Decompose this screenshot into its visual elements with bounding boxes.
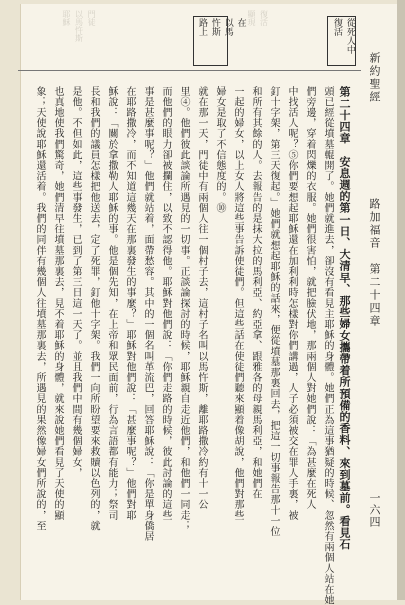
- caption-line: 以馬: [222, 18, 233, 36]
- text-line-6: 和所有其餘的人。去報告的是抹大拉的馬利亞、約亞拿、跟雅各的母親馬利亞，和她們在: [250, 86, 261, 500]
- text-line-13: 在耶路撒冷，而不知道這幾天在那裏發生的事麼？」耶穌對他們說：「甚麼事呢？」他們對耶: [124, 86, 135, 521]
- ghost-line: 復活: [259, 10, 269, 26]
- text-line-16: 是他。不但如此，這些事發生，已到了第三日這一天了。並且我們中間有幾個婦女，: [70, 86, 81, 479]
- caption-frame: [193, 16, 228, 66]
- text-line-7: 一起的婦女，以上女人將這些事告訴使徒們。但這些話在使徒們聽來顯着像胡說，他們對那些: [232, 86, 243, 521]
- running-head-chapter: 路加福音 第二十四章: [368, 198, 381, 328]
- ghost-line: 以馬忤斯: [74, 10, 84, 42]
- text-line-8: 婦女是取了不信態度的。⑩: [214, 86, 225, 214]
- caption-line: 路上: [197, 18, 207, 36]
- scripture-body: [24, 86, 351, 605]
- page-edge: [397, 0, 405, 600]
- text-line-17: 也真地使我們驚奇，她們清早往墳墓那裏去，見不着耶穌的身體，就來說她們看見了天使的顯: [52, 86, 63, 521]
- text-line-2: 頭已經從墳墓輥開了。她們就進去，卻沒有看見主耶穌的身體。她們正為這事猶疑的時候、忽然有兩個人站在她: [322, 86, 333, 605]
- ghost-line: 門徒: [87, 10, 97, 26]
- caption-frame: [327, 16, 356, 66]
- text-line-10: 里④。他們彼此談論所遇見的一切事。正談論探討的時候，耶穌親自走近他們，和他們一同走；: [178, 86, 189, 532]
- page-number: 一六四: [368, 492, 381, 528]
- text-line-3: 們旁邊，穿着閃爍的衣服。她們很害怕，就把臉伏地，那兩個人對她們說：「為甚麼在死人: [304, 86, 315, 510]
- text-line-18: 象；天使說耶穌還活着。我們的同伴有幾個人往墳墓那裏去，所遇見的果然像婦女們所說的，至: [34, 86, 45, 532]
- ghost-line: 耶穌: [62, 10, 71, 26]
- text-line-1: 第二十四章 安息週的第一日、大清早、那些婦女攜帶着所預備的香料、來到墓前。看見石: [338, 86, 351, 550]
- text-line-15: 長和我們的議員怎樣把他送去，定了死罪，釘他十字架。我們一向所盼望要來救贖以色列的，就: [88, 86, 99, 532]
- bleed-through-text: [245, 10, 268, 26]
- caption-line: 從死人中: [344, 18, 355, 54]
- text-line-9: 就在那一天，門徒中有兩個人往一個村子去，這村子名叫以馬忤斯，離耶路撒冷約有十一公: [196, 86, 207, 510]
- caption-line: 在: [235, 18, 246, 27]
- caption-line: 復活: [332, 18, 342, 36]
- text-line-5: 釘十字架，第三天復起。」她們就想起耶穌的話來，便從墳墓那裏回去，把這一切事報告那十一位: [268, 86, 279, 537]
- caption-line: 忤斯: [209, 18, 220, 36]
- header-rule: [18, 70, 361, 71]
- text-line-14: 穌說：「關於拿撒勒人耶穌的事。他是個先知，在上帝和眾民面前，行為言語都有能力；祭司: [106, 86, 117, 521]
- text-line-4: 中找活人呢？⑤你們要想起耶穌還在加利利時怎樣對你們講過，人子必須被交在罪人手裏，被: [286, 86, 297, 521]
- text-line-11: 而他們的眼力卻被攔住，以致不認得他。耶穌對他們說：「你們走路的時候，彼此討論的這些: [160, 86, 171, 521]
- running-head-title: 新約聖經: [368, 52, 381, 104]
- ghost-line: 顯現: [247, 10, 256, 26]
- bleed-through-text: [60, 10, 95, 42]
- text-line-12: 事是甚麼事呢？」他們就站着，面帶愁容。其中的一個名叫革流巴，回答耶穌說：「你是單身僑居: [142, 86, 153, 542]
